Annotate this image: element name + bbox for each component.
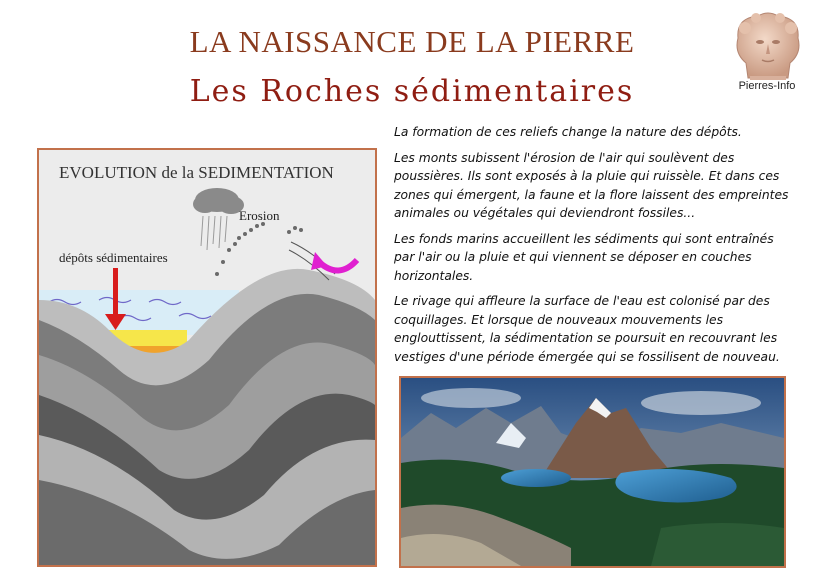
sedimentation-diagram xyxy=(37,148,377,567)
mountain-lake-image xyxy=(401,378,784,566)
deposits-label: dépôts sédimentaires xyxy=(59,250,168,265)
paragraph-erosion: Les monts subissent l'érosion de l'air qui soulèvent des poussières. Ils sont exposés à la pluie qui ruissèle. Et dans ces zones qui émergent, la faune et la flore laissent des empreintes animales ou végétales qui deviendront fossiles... xyxy=(394,150,789,220)
deposit-arrow-icon xyxy=(113,268,118,316)
logo-label: Pierres-Info xyxy=(738,80,796,92)
paragraph-formation: La formation de ces reliefs change la nature des dépôts. xyxy=(394,125,742,139)
paragraph-seabed: Les fonds marins accueillent les sédiments qui sont entraînés par l'air ou la pluie et qui viennent se déposer en couches horizontales. xyxy=(394,231,774,283)
small-lake xyxy=(501,469,571,487)
page-title: LA NAISSANCE DE LA PIERRE xyxy=(189,24,635,59)
paragraph-shoreline: Le rivage qui affleure la surface de l'eau est colonisé par des coquillages. Et lorsque de nouveaux mouvements les englouttissent, la sédimentation se poursuit en recouvrant les vestiges d'une période émergée qui se fossilisent de nouveau. xyxy=(394,294,780,364)
erosion-label: Erosion xyxy=(239,208,280,223)
explanation-text xyxy=(394,123,794,373)
diagram-illustration xyxy=(39,150,375,565)
landscape-photo xyxy=(399,376,786,568)
diagram-heading: EVOLUTION de la SEDIMENTATION xyxy=(59,163,334,182)
page-subtitle: Les Roches sédimentaires xyxy=(189,74,635,109)
